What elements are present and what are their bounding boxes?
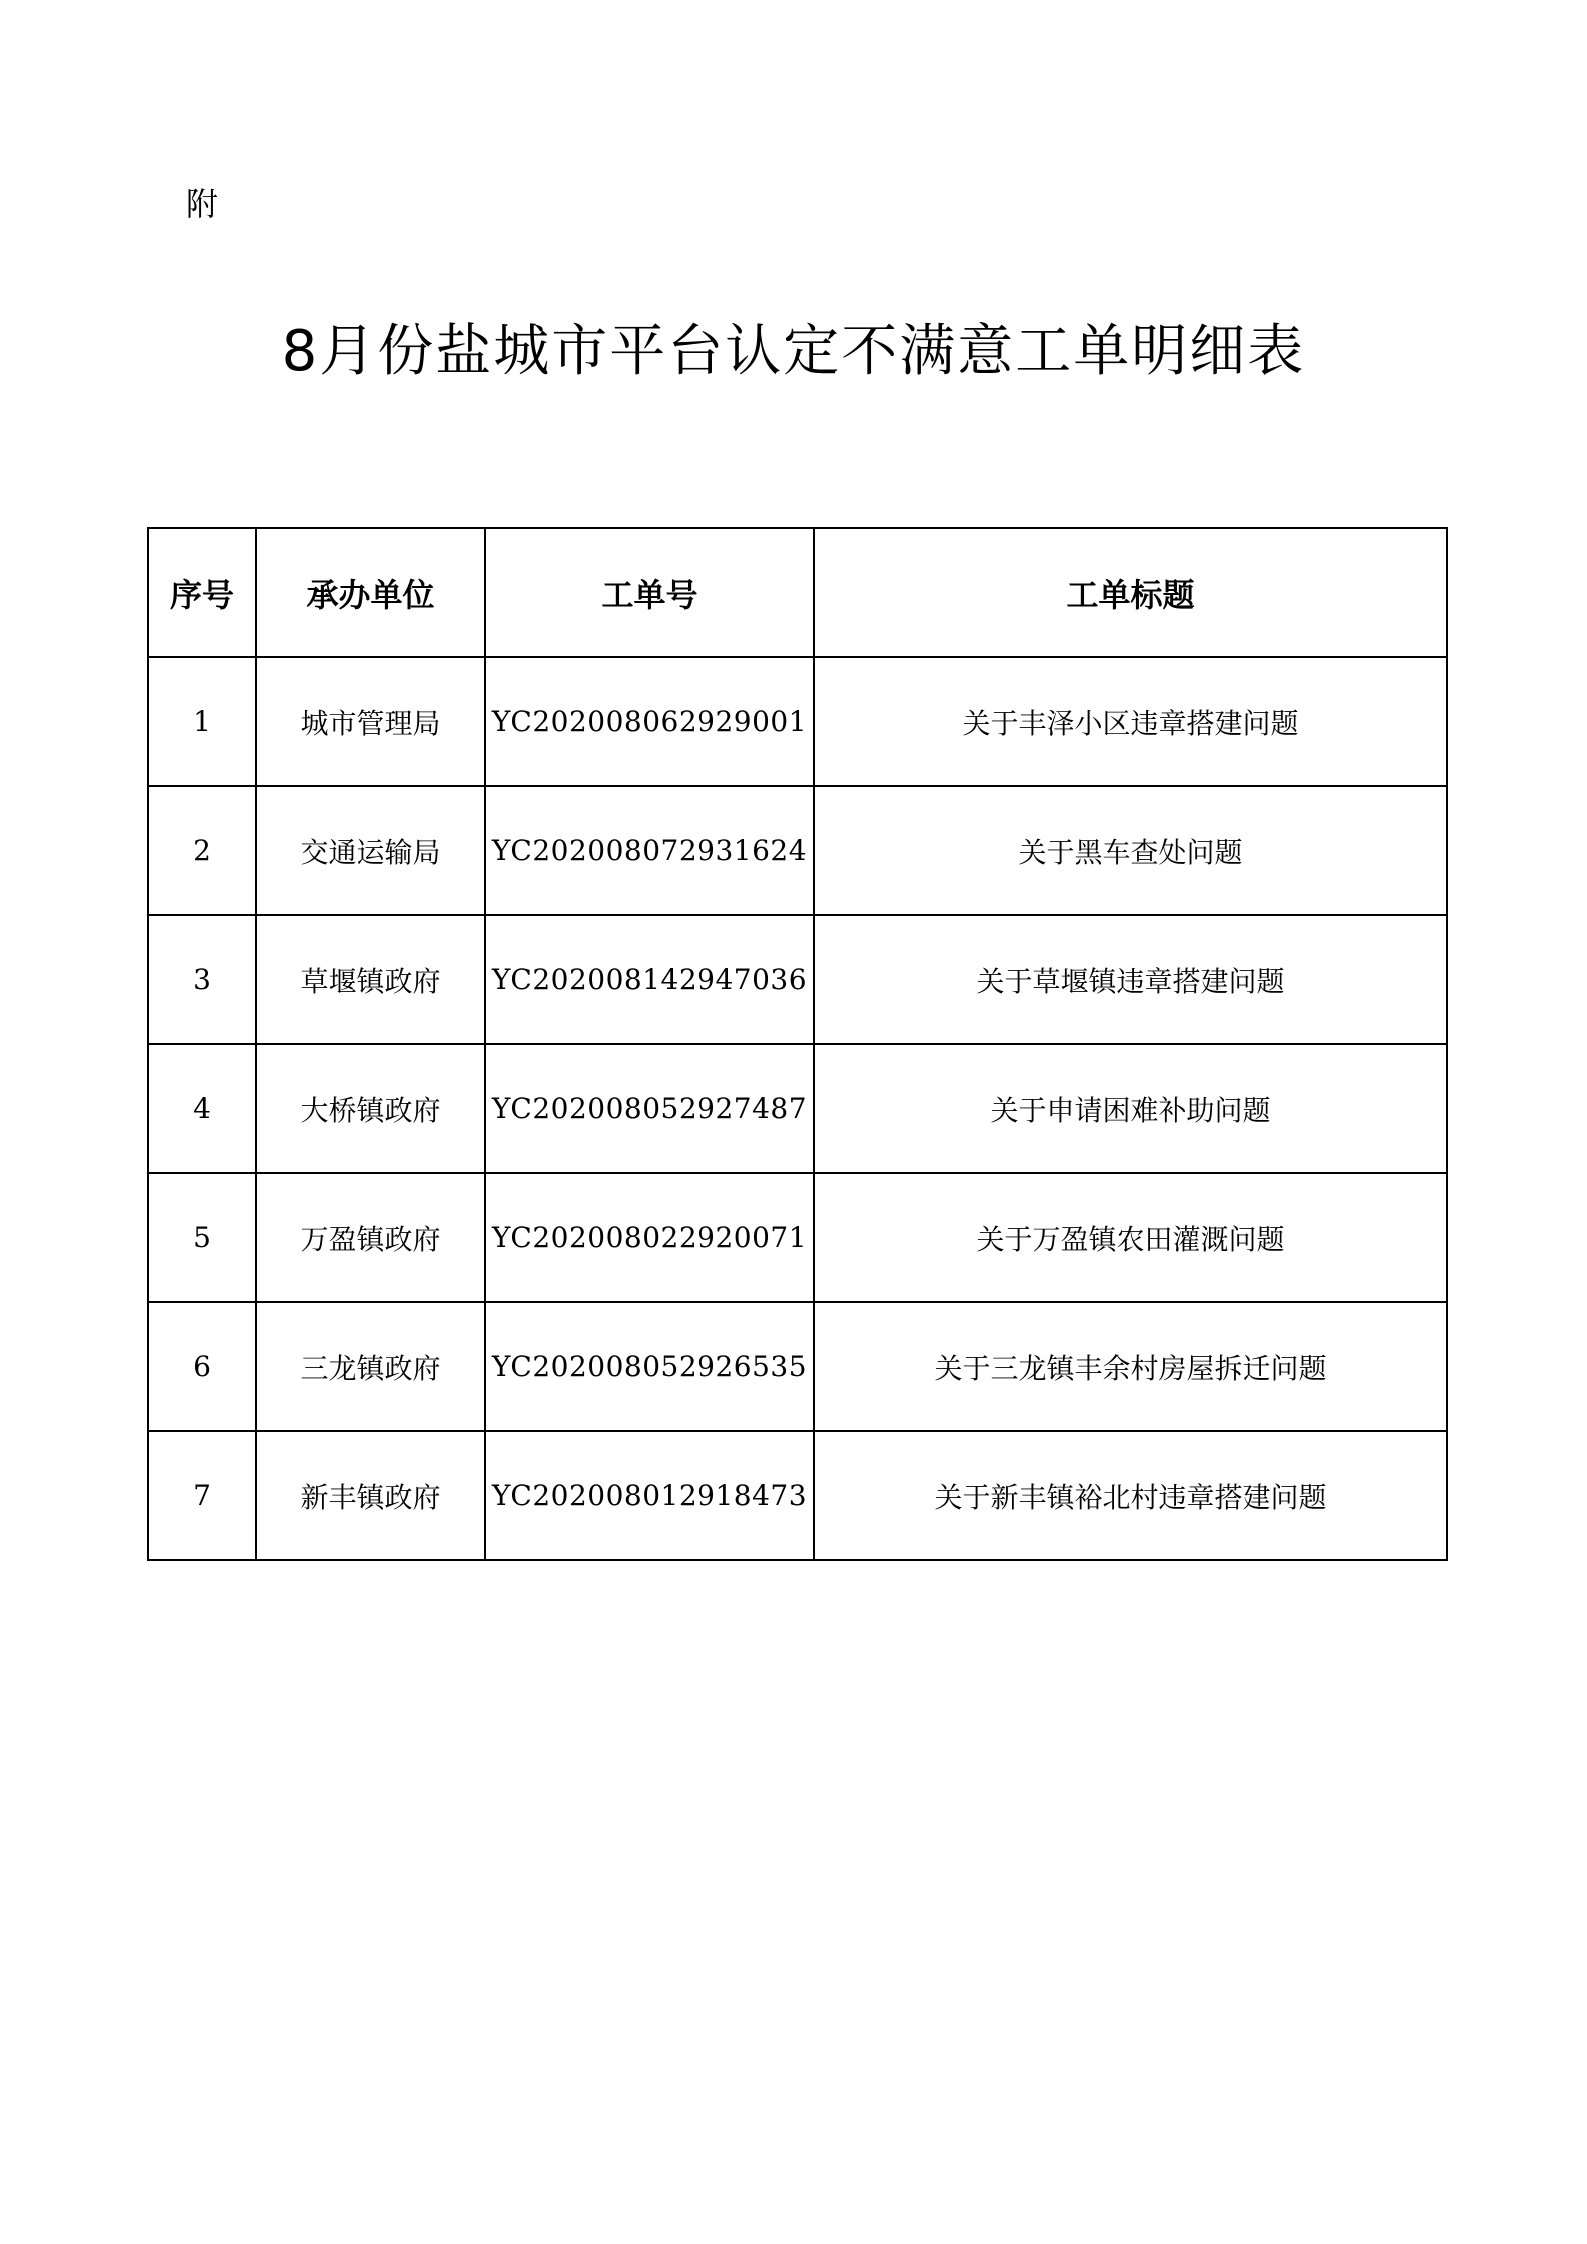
cell-order-no: YC202008142947036 xyxy=(485,915,814,1044)
header-subject: 工单标题 xyxy=(814,528,1447,657)
cell-unit: 交通运输局 xyxy=(256,786,485,915)
cell-subject: 关于申请困难补助问题 xyxy=(814,1044,1447,1173)
table-row xyxy=(148,786,1447,915)
cell-index: 1 xyxy=(148,657,256,786)
cell-unit: 大桥镇政府 xyxy=(256,1044,485,1173)
cell-index: 5 xyxy=(148,1173,256,1302)
table-row xyxy=(148,657,1447,786)
cell-order-no: YC202008052926535 xyxy=(485,1302,814,1431)
table-header-row xyxy=(148,528,1447,657)
table-row xyxy=(148,1302,1447,1431)
cell-subject: 关于丰泽小区违章搭建问题 xyxy=(814,657,1447,786)
cell-subject: 关于三龙镇丰余村房屋拆迁问题 xyxy=(814,1302,1447,1431)
table-row xyxy=(148,1044,1447,1173)
cell-unit: 草堰镇政府 xyxy=(256,915,485,1044)
cell-unit: 新丰镇政府 xyxy=(256,1431,485,1560)
cell-unit: 万盈镇政府 xyxy=(256,1173,485,1302)
cell-order-no: YC202008022920071 xyxy=(485,1173,814,1302)
attachment-label: 附 xyxy=(186,185,219,223)
cell-index: 6 xyxy=(148,1302,256,1431)
cell-subject: 关于黑车查处问题 xyxy=(814,786,1447,915)
cell-subject: 关于新丰镇裕北村违章搭建问题 xyxy=(814,1431,1447,1560)
page-title: 8月份盐城市平台认定不满意工单明细表 xyxy=(281,319,1306,384)
header-order-no: 工单号 xyxy=(485,528,814,657)
cell-subject: 关于万盈镇农田灌溉问题 xyxy=(814,1173,1447,1302)
table-row xyxy=(148,1431,1447,1560)
cell-index: 4 xyxy=(148,1044,256,1173)
header-index: 序号 xyxy=(148,528,256,657)
cell-order-no: YC202008072931624 xyxy=(485,786,814,915)
cell-index: 2 xyxy=(148,786,256,915)
cell-unit: 三龙镇政府 xyxy=(256,1302,485,1431)
header-unit: 承办单位 xyxy=(256,528,485,657)
cell-order-no: YC202008062929001 xyxy=(485,657,814,786)
table-row xyxy=(148,1173,1447,1302)
cell-unit: 城市管理局 xyxy=(256,657,485,786)
cell-order-no: YC202008012918473 xyxy=(485,1431,814,1560)
work-order-table xyxy=(147,527,1448,1561)
table-row xyxy=(148,915,1447,1044)
cell-subject: 关于草堰镇违章搭建问题 xyxy=(814,915,1447,1044)
cell-index: 3 xyxy=(148,915,256,1044)
cell-index: 7 xyxy=(148,1431,256,1560)
cell-order-no: YC202008052927487 xyxy=(485,1044,814,1173)
